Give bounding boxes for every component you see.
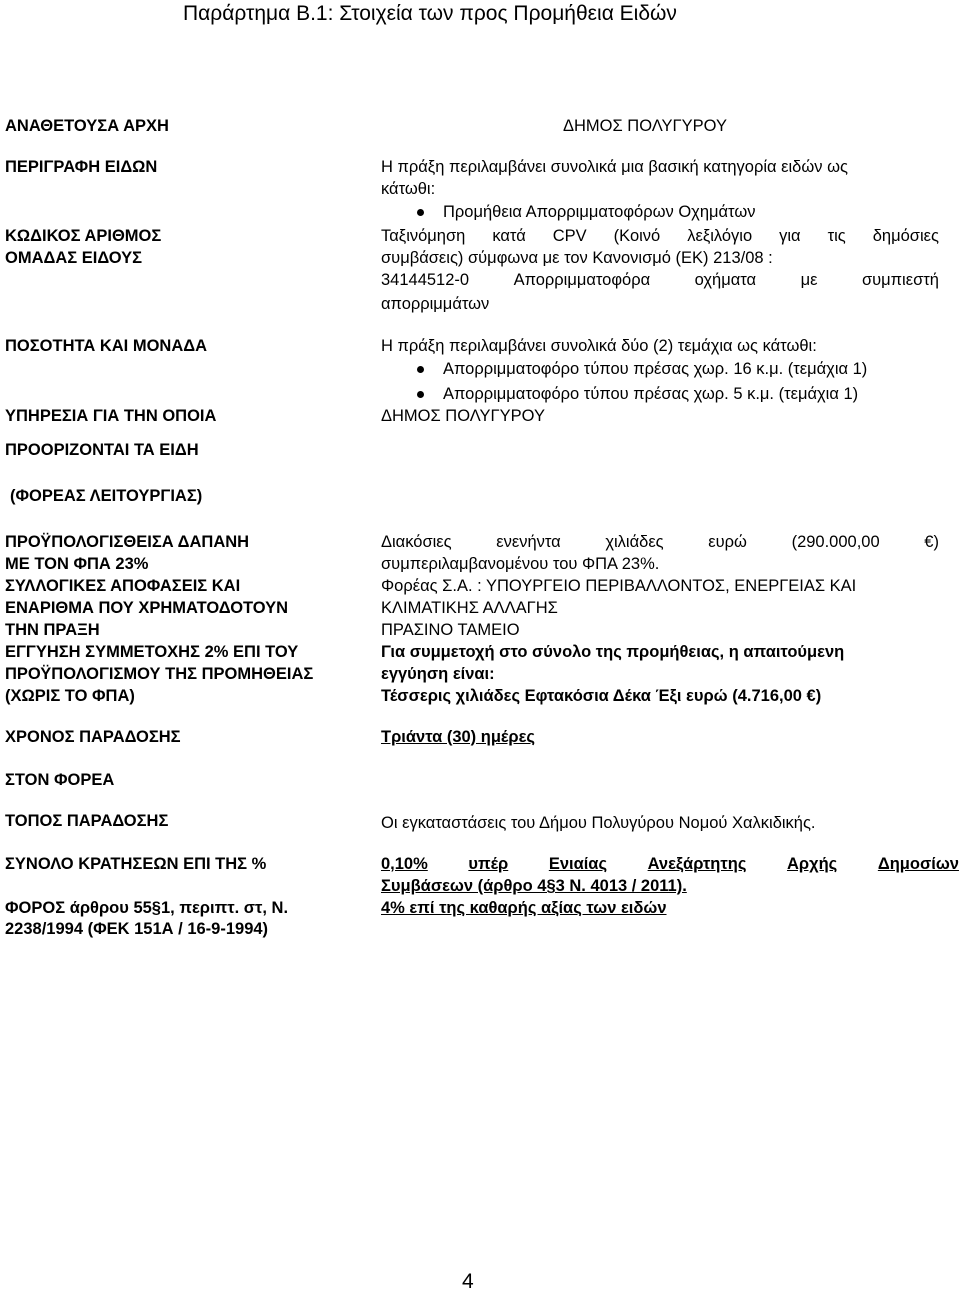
code-word: Ταξινόμηση <box>381 227 466 245</box>
code-line-4: απορριμμάτων <box>381 295 490 313</box>
quantity-item: Απορριμματοφόρο τύπου πρέσας χωρ. 16 κ.μ. (τεμάχια 1) <box>443 360 868 378</box>
code-word: κατά <box>492 227 526 245</box>
deductions-line-2: Συμβάσεων (άρθρο 4§3 Ν. 4013 / 2011). <box>381 877 687 895</box>
budget-word: Διακόσιες <box>381 533 452 551</box>
code-line-1 <box>381 227 939 246</box>
decisions-line-1: Φορέας Σ.Α. : ΥΠΟΥΡΓΕΙΟ ΠΕΡΙΒΑΛΛΟΝΤΟΣ, ΕΝΕΡΓΕΙΑΣ ΚΑΙ <box>381 577 857 595</box>
delivery-time-label-line-1: ΧΡΟΝΟΣ ΠΑΡΑΔΟΣΗΣ <box>5 728 181 746</box>
description-bullet-item: Προμήθεια Απορριμματοφόρων Οχημάτων <box>443 203 756 221</box>
bullet-icon <box>417 391 424 398</box>
bullet-icon <box>417 366 424 373</box>
budget-label-line-1: ΠΡΟΫΠΟΛΟΓΙΣΘΕΙΣΑ ΔΑΠΑΝΗ <box>5 533 250 551</box>
budget-word: ενενήντα <box>496 533 561 551</box>
guarantee-line-2: εγγύηση είναι: <box>381 665 495 683</box>
deductions-percent: 0,10% <box>381 855 428 873</box>
budget-word: χιλιάδες <box>605 533 664 551</box>
code-word: λεξιλόγιο <box>687 227 753 245</box>
code-word: (Κοινό <box>613 227 661 245</box>
budget-line-2: συμπεριλαμβανομένου του ΦΠΑ 23%. <box>381 555 660 573</box>
decisions-label-line-3: ΤΗΝ ΠΡΑΞΗ <box>5 621 100 639</box>
deductions-label: ΣΥΝΟΛΟ ΚΡΑΤΗΣΕΩΝ ΕΠΙ ΤΗΣ % <box>5 855 267 873</box>
code-line-3 <box>381 271 939 290</box>
guarantee-line-1: Για συμμετοχή στο σύνολο της προμήθειας, η απαιτούμενη <box>381 643 845 661</box>
bullet-icon <box>417 209 424 216</box>
delivery-place-value: Οι εγκαταστάσεις του Δήμου Πολυγύρου Νομού Χαλκιδικής. <box>381 814 816 832</box>
decisions-label-line-1: ΣΥΛΛΟΓΙΚΕΣ ΑΠΟΦΑΣΕΙΣ ΚΑΙ <box>5 577 241 595</box>
decisions-line-3: ΠΡΑΣΙΝΟ ΤΑΜΕΙΟ <box>381 621 520 639</box>
description-label: ΠΕΡΙΓΡΑΦΗ ΕΙΔΩΝ <box>5 158 158 176</box>
service-label-line-3: (ΦΟΡΕΑΣ ΛΕΙΤΟΥΡΓΙΑΣ) <box>10 487 203 505</box>
code-label-line-1: ΚΩΔΙΚΟΣ ΑΡΙΘΜΟΣ <box>5 227 162 245</box>
delivery-time-label-line-2: ΣΤΟΝ ΦΟΡΕΑ <box>5 771 115 789</box>
quantity-label: ΠΟΣΟΤΗΤΑ ΚΑΙ ΜΟΝΑΔΑ <box>5 337 208 355</box>
guarantee-amount: Τέσσερις χιλιάδες Εφτακόσια Δέκα Έξι ευρώ (4.716,00 €) <box>381 687 822 705</box>
quantity-intro: Η πράξη περιλαμβάνει συνολικά δύο (2) τεμάχια ως κάτωθι: <box>381 337 817 355</box>
tax-label-line-1: ΦΟΡΟΣ άρθρου 55§1, περιπτ. στ, Ν. <box>5 899 289 917</box>
budget-word: ευρώ <box>708 533 747 551</box>
service-label-line-2: ΠΡΟΟΡΙΖΟΝΤΑΙ ΤΑ ΕΙΔΗ <box>5 441 199 459</box>
budget-currency: €) <box>924 533 939 551</box>
code-word: για <box>779 227 801 245</box>
service-label-line-1: ΥΠΗΡΕΣΙΑ ΓΙΑ ΤΗΝ ΟΠΟΙΑ <box>5 407 217 425</box>
code-word: οχήματα <box>694 271 757 289</box>
guarantee-label-line-1: ΕΓΓΥΗΣΗ ΣΥΜΜΕΤΟΧΗΣ 2% ΕΠΙ ΤΟΥ <box>5 643 299 661</box>
service-value: ΔΗΜΟΣ ΠΟΛΥΓΥΡΟΥ <box>381 407 545 425</box>
decisions-line-2: ΚΛΙΜΑΤΙΚΗΣ ΑΛΛΑΓΗΣ <box>381 599 558 617</box>
guarantee-label-line-3: (ΧΩΡΙΣ ΤΟ ΦΠΑ) <box>5 687 135 705</box>
deductions-word: Αρχής <box>786 855 838 873</box>
tax-value: 4% επί της καθαρής αξίας των ειδών <box>381 899 667 917</box>
deductions-line-1 <box>381 855 959 874</box>
deductions-word: Ανεξάρτητης <box>647 855 747 873</box>
description-line-1 <box>381 158 939 177</box>
code-word: Απορριμματοφόρα <box>513 271 651 289</box>
deductions-word: Δημοσίων <box>877 855 959 873</box>
code-word: δημόσιες <box>872 227 939 245</box>
quantity-item: Απορριμματοφόρο τύπου πρέσας χωρ. 5 κ.μ. (τεμάχια 1) <box>443 385 859 403</box>
authority-value: ΔΗΜΟΣ ΠΟΛΥΓΥΡΟΥ <box>563 117 727 135</box>
delivery-place-label: ΤΟΠΟΣ ΠΑΡΑΔΟΣΗΣ <box>5 812 169 830</box>
guarantee-label-line-2: ΠΡΟΫΠΟΛΟΓΙΣΜΟΥ ΤΗΣ ΠΡΟΜΗΘΕΙΑΣ <box>5 665 314 683</box>
cpv-code: 34144512-0 <box>381 271 470 289</box>
deductions-word: υπέρ <box>468 855 509 873</box>
authority-label: ΑΝΑΘΕΤΟΥΣΑ ΑΡΧΗ <box>5 117 169 135</box>
page-title: Παράρτημα Β.1: Στοιχεία των προς Προμήθεια Ειδών <box>183 2 677 25</box>
code-label-line-2: ΟΜΑΔΑΣ ΕΙΔΟΥΣ <box>5 249 143 267</box>
description-line-2: κάτωθι: <box>381 180 436 198</box>
budget-label-line-2: ΜΕ ΤΟΝ ΦΠΑ 23% <box>5 555 149 573</box>
tax-label-line-2: 2238/1994 (ΦΕΚ 151Α / 16-9-1994) <box>5 920 269 938</box>
code-word: συμπιεστή <box>861 271 939 289</box>
budget-line-1 <box>381 533 939 552</box>
description-line-1-text: Η πράξη περιλαμβάνει συνολικά μια βασική κατηγορία ειδών ως <box>381 158 848 176</box>
code-line-2: συμβάσεις) σύμφωνα με τον Κανονισμό (ΕΚ) 213/08 : <box>381 249 773 267</box>
budget-amount: (290.000,00 <box>791 533 880 551</box>
code-word: CPV <box>552 227 587 245</box>
code-word: με <box>800 271 818 289</box>
code-word: τις <box>827 227 846 245</box>
page-number: 4 <box>462 1270 474 1293</box>
decisions-label-line-2: ΕΝΑΡΙΘΜΑ ΠΟΥ ΧΡΗΜΑΤΟΔΟΤΟΥΝ <box>5 599 289 617</box>
delivery-time-value: Τριάντα (30) ημέρες <box>381 728 535 746</box>
deductions-word: Ενιαίας <box>548 855 608 873</box>
